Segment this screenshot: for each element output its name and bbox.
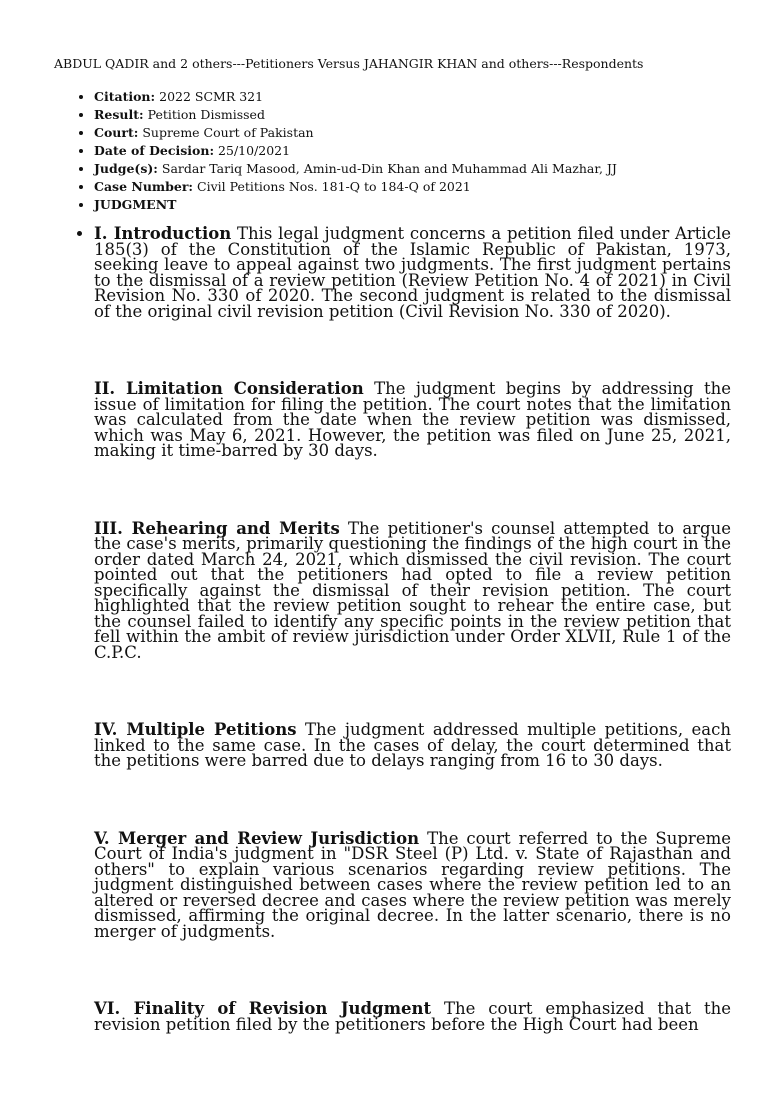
court-item: • Court: Supreme Court of Pakistan — [94, 124, 617, 142]
section-heading: VI. Finality of Revision Judgment — [94, 999, 432, 1018]
judgment-body — [76, 226, 731, 1094]
case-number-value: Civil Petitions Nos. 181-Q to 184-Q of 2021 — [197, 179, 471, 194]
case-number-item: • Case Number: Civil Petitions Nos. 181-Q to 184-Q of 2021 — [94, 178, 617, 196]
section-limitation — [94, 381, 731, 459]
section-merger — [94, 828, 731, 941]
section-heading: I. Introduction — [94, 224, 232, 243]
court-value: Supreme Court of Pakistan — [142, 125, 314, 140]
section-multiple-petitions — [94, 722, 731, 769]
judgment-content — [94, 226, 731, 1032]
section-rehearing — [94, 518, 731, 662]
result-value: Petition Dismissed — [147, 107, 265, 122]
citation-item: • Citation: 2022 SCMR 321 — [94, 88, 617, 106]
date-value: 25/10/2021 — [218, 143, 291, 158]
result-item: • Result: Petition Dismissed — [94, 106, 617, 124]
judges-value: Sardar Tariq Masood, Amin-ud-Din Khan and Muhammad Ali Mazhar, JJ — [161, 161, 617, 176]
section-text: The judgment addressed multiple petitions, each linked to the same case. In the cases of delay, the court determined that the petitions were barred due to delays ranging from 16 to 30 days. — [94, 720, 732, 770]
section-heading: II. Limitation Consideration — [94, 379, 364, 398]
section-text: The court emphasized that the revision petition filed by the petitioners before the High Court had been — [94, 999, 731, 1034]
case-title: ABDUL QADIR and 2 others---Petitioners Versus JAHANGIR KHAN and others---Respondents — [54, 56, 644, 71]
section-finality — [94, 1001, 731, 1032]
section-introduction — [94, 226, 731, 319]
section-text: The petitioner's counsel attempted to argue the case's merits, primarily questioning the findings of the high court in the order dated March 24, 2021, which dismissed the civil revision. The court pointed out that the petitioners had opted to file a review petition specifically against the dismissal of their revision petition. The court highlighted that the review petition sought to rehear the entire case, but the counsel failed to identify any specific points in the review petition that fell within the ambit of review jurisdiction under Order XLVII, Rule 1 of the C.P.C. — [94, 518, 731, 662]
citation-value: 2022 SCMR 321 — [159, 89, 264, 104]
case-metadata-list — [76, 88, 617, 214]
section-text: This legal judgment concerns a petition filed under Article 185(3) of the Constitution of the Islamic Republic of Pakistan, 1973, seeking leave to appeal against two judgments. The first judgment pertains to the dismissal of a review petition (Review Petition No. 4 of 2021) in Civil Revision No. 330 of 2020. The second judgment is related to the dismissal of the original civil revision petition (Civil Revision No. 330 of 2020). — [94, 224, 731, 321]
section-text: The judgment begins by addressing the issue of limitation for filing the petition. The court notes that the limitation was calculated from the date when the review petition was dismissed, which was May 6, 2021. However, the petition was filed on June 25, 2021, making it time-barred by 30 days. — [94, 379, 731, 460]
section-heading: IV. Multiple Petitions — [94, 720, 297, 739]
section-text: The court referred to the Supreme Court of India's judgment in "DSR Steel (P) Ltd. v. State of Rajasthan and others" to explain various scenarios regarding review petitions. The judgment distinguished between cases where the review petition led to an altered or reversed decree and cases where the review petition was merely dismissed, affirming the original decree. In the latter scenario, there is no merger of judgments. — [94, 828, 731, 941]
section-heading: III. Rehearing and Merits — [94, 518, 340, 538]
date-item: • Date of Decision: 25/10/2021 — [94, 142, 617, 160]
judgment-item: • JUDGMENT — [94, 196, 617, 214]
judges-item: • Judge(s): Sardar Tariq Masood, Amin-ud-Din Khan and Muhammad Ali Mazhar, JJ — [94, 160, 617, 178]
section-heading: V. Merger and Review Jurisdiction — [94, 828, 420, 848]
